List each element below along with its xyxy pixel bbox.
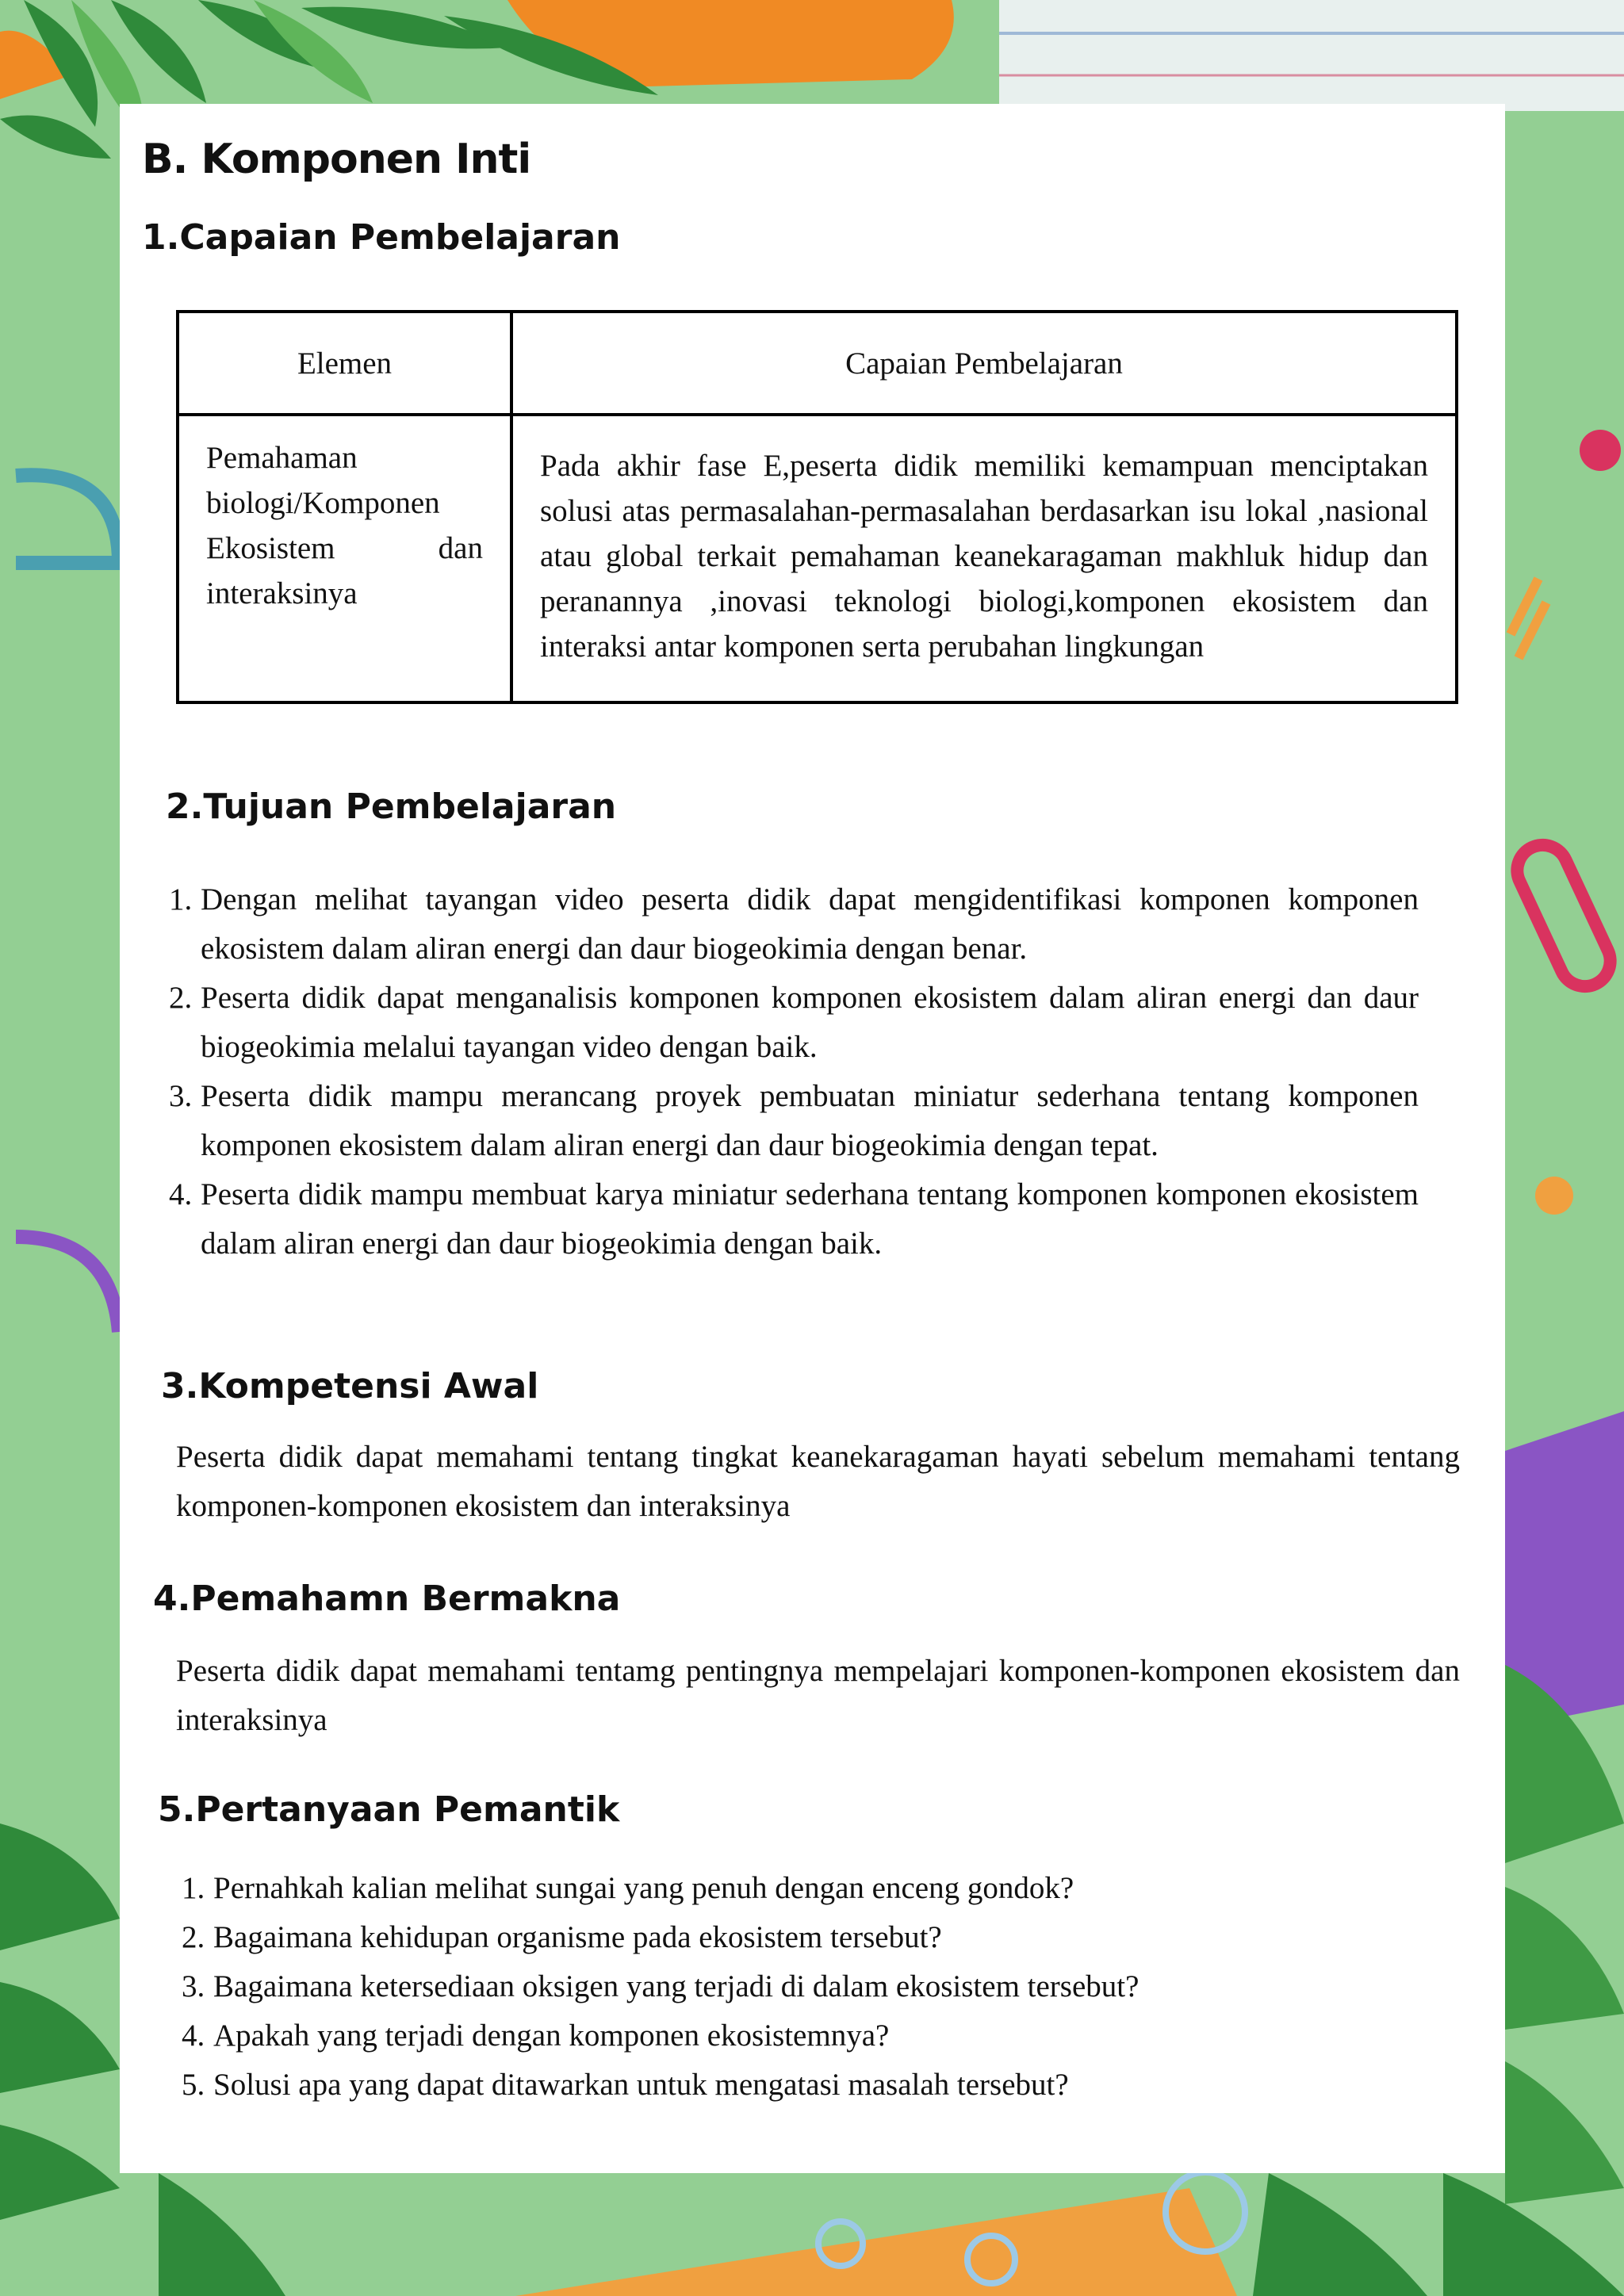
kompetensi-heading: 3.Kompetensi Awal [161,1366,539,1406]
pink-dot [1580,430,1621,471]
list-item [182,2061,1419,2110]
table-header-row [178,312,1457,415]
list-item [169,1072,1419,1170]
pemahaman-text: Peserta didik dapat memahami tentamg pentingnya mempelajari komponen-komponen ekosistem dan interaksinya [176,1654,1460,1737]
list-number: 4. [182,2019,205,2053]
pink-capsule [1509,836,1618,994]
list-number: 2. [182,1920,205,1954]
list-text: Apakah yang terjadi dengan komponen ekosistemnya? [213,2019,890,2053]
list-item [182,1864,1419,1913]
teal-arc [16,475,119,563]
leaves-left-bottom [0,1823,120,2220]
content-page [120,104,1505,2173]
list-number: 2. [169,981,193,1015]
list-text: Pernahkah kalian melihat sungai yang penuh dengan enceng gondok? [213,1871,1074,1905]
capaian-table [176,310,1458,704]
list-number: 3. [182,1969,205,2003]
list-text: Peserta didik mampu merancang proyek pembuatan miniatur sederhana tentang komponen komponen ekosistem dalam aliran energi dan daur biogeokimia dengan tepat. [201,1079,1419,1162]
leaves-right [1505,1665,1624,2204]
list-item [169,1170,1419,1269]
table-cell-capaian: Pada akhir fase E,peserta didik memiliki kemampuan menciptakan solusi atas permasalahan-permasalahan berdasarkan isu lokal ,nasional atau global terkait pemahaman keanekaragaman makhluk hidup dan peranannya ,inovasi teknologi biologi,komponen ekosistem dan interaksi antar komponen serta perubahan lingkungan [511,415,1457,702]
list-item [169,974,1419,1072]
list-item [182,2011,1419,2061]
list-item [182,1962,1419,2011]
kompetensi-text: Peserta didik dapat memahami tentang tingkat keanekaragaman hayati sebelum memahami tentang komponen-komponen ekosistem dan interaksinya [176,1440,1460,1523]
orange-dot [1535,1177,1573,1215]
table-header-capaian: Capaian Pembelajaran [511,312,1457,415]
list-text: Solusi apa yang dapat ditawarkan untuk mengatasi masalah tersebut? [213,2068,1069,2102]
pemahaman-heading: 4.Pemahamn Bermakna [153,1578,621,1619]
list-number: 1. [182,1871,205,1905]
list-text: Dengan melihat tayangan video peserta didik dapat mengidentifikasi komponen komponen ekosistem dalam aliran energi dan daur biogeokimia dengan benar. [201,882,1419,966]
table-row [178,415,1457,702]
section-title: B. Komponen Inti [142,136,531,183]
list-text: Bagaimana ketersediaan oksigen yang terjadi di dalam ekosistem tersebut? [213,1969,1139,2003]
table-cell-elemen: Pemahaman biologi/Komponen Ekosistem dan interaksinya [178,415,511,702]
ruler [515,2188,1237,2296]
list-text: Bagaimana kehidupan organisme pada ekosistem tersebut? [213,1920,942,1954]
pertanyaan-heading: 5.Pertanyaan Pemantik [158,1789,620,1830]
purple-arc [16,1237,119,1332]
tujuan-heading: 2.Tujuan Pembelajaran [166,786,617,827]
list-number: 4. [169,1177,193,1211]
list-item [169,875,1419,974]
list-number: 5. [182,2068,205,2102]
list-number: 3. [169,1079,193,1113]
table-header-elemen: Elemen [178,312,511,415]
tujuan-list [169,875,1419,1269]
list-text: Peserta didik mampu membuat karya miniatur sederhana tentang komponen komponen ekosistem dalam aliran energi dan daur biogeokimia dengan baik. [201,1177,1419,1261]
notebook-paper [999,0,1624,111]
list-text: Peserta didik dapat menganalisis komponen komponen ekosistem dalam aliran energi dan daur biogeokimia melalui tayangan video dengan baik. [201,981,1419,1064]
pertanyaan-list [182,1864,1419,2110]
capaian-heading: 1.Capaian Pembelajaran [142,217,621,258]
list-number: 1. [169,882,193,916]
list-item [182,1913,1419,1962]
